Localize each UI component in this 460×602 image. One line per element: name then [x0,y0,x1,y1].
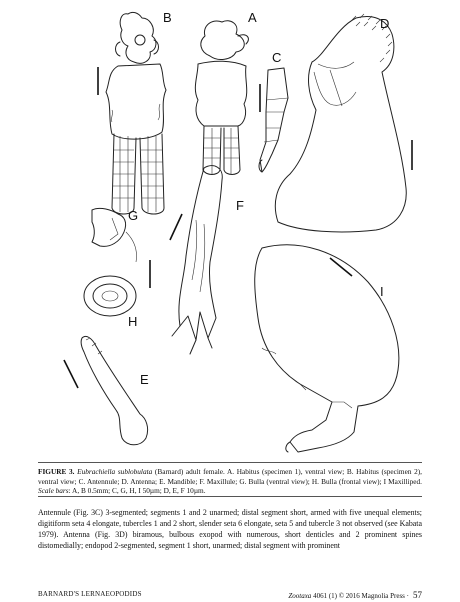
footer-issue: 4061 (1) © 2016 Magnolia Press [313,592,405,600]
caption-bottom-rule [38,496,422,497]
caption-scale-label: Scale bars [38,486,69,496]
footer-running-title: BARNARD'S LERNAEOPODIDS [38,590,142,598]
panel-h-bulla-frontal-drawing [84,260,150,316]
footer-separator: · [406,592,409,600]
figure-caption [38,467,422,496]
caption-label: FIGURE 3. [38,467,75,476]
panel-c-antennule-drawing [259,68,288,172]
caption-text-2: : A, B 0.5mm; C, G, H, I 50µm; D, E, F 10µm. [68,486,206,496]
panel-label-e: E [140,372,149,387]
panel-label-h: H [128,314,138,329]
caption-text-1: (Barnard) adult female. A. Habitus (specimen 1), ventral view; B. Habitus (specimen 2), ventral view; C. Antennule; D. Antenna; E. Mandible; F. Maxillule; G. Bulla (ventral view); H. Bulla (frontal view); I Maxilliped. [38,467,422,486]
panel-label-a: A [248,10,257,25]
footer-page-number: 57 [413,590,422,600]
panel-label-f: F [236,198,244,213]
panel-f-maxillule-drawing [170,166,222,354]
panel-label-b: B [163,10,172,25]
page-footer [38,590,422,602]
panel-d-antenna-drawing [275,14,412,232]
panel-i-maxilliped-drawing [255,245,399,452]
panel-label-i: I [380,284,384,299]
caption-top-rule [38,462,422,463]
panel-b-habitus-drawing [98,12,166,214]
footer-citation [288,590,422,600]
panel-label-c: C [272,50,282,65]
caption-species: Eubrachiella sublobulata [77,467,153,476]
panel-a-habitus-drawing [195,21,248,175]
body-paragraph: Antennule (Fig. 3C) 3-segmented; segments 1 and 2 unarmed; distal segment short, armed with five unequal elements; digitiform seta 4 elongate, tubercles 1 and 2 short, slender seta 6 elongate, seta 5 and tubercle 3 not observed (see Kabata 1979). Antenna (Fig. 3D) biramous, bulbous exopod with numerous, short denticles and 2 prominent spines distomedially; endopod 2-segmented, segment 1 short, unarmed; distal segment with prominent [38,508,422,551]
panel-e-mandible-drawing [64,336,148,444]
footer-journal: Zootaxa [288,592,312,600]
panel-label-g: G [128,208,139,223]
panel-label-d: D [380,16,390,31]
